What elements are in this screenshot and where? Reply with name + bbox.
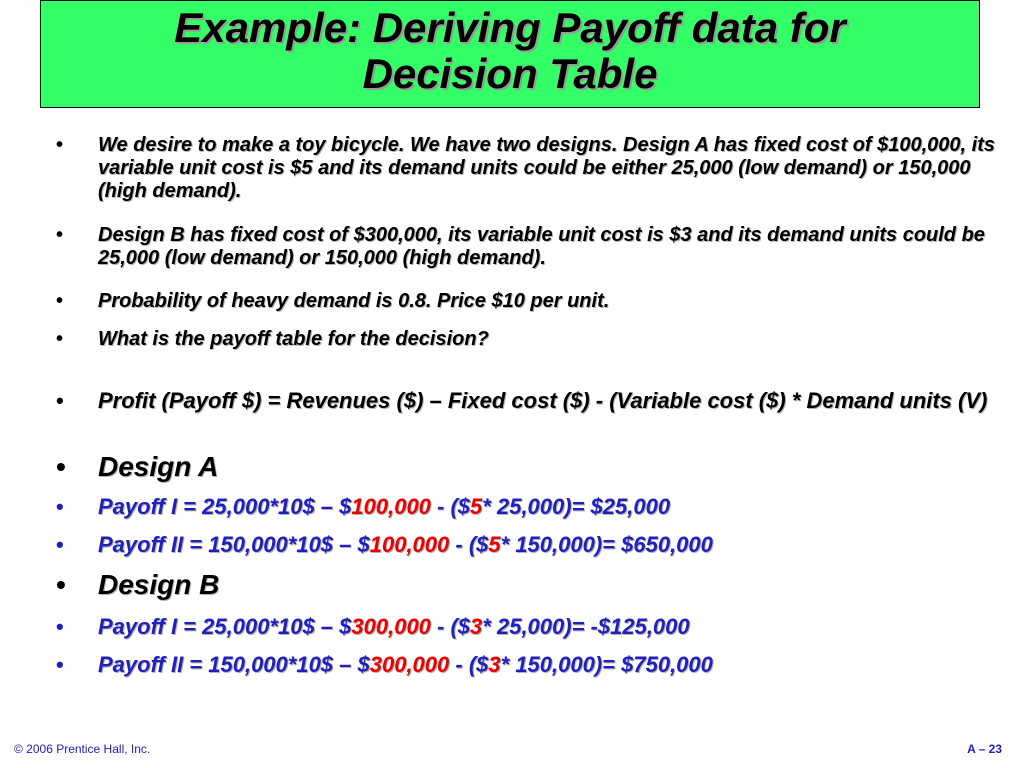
copyright-footer: © 2006 Prentice Hall, Inc.	[14, 742, 151, 756]
payoff-pre: Payoff I = 25,000*10$ – $	[98, 494, 352, 519]
bullet-text: Design A	[98, 451, 219, 482]
page-number: A – 23	[967, 742, 1002, 756]
payoff-post: * 150,000)= $750,000	[500, 652, 713, 677]
title-box	[40, 0, 980, 108]
bullet-text: What is the payoff table for the decision?	[98, 328, 489, 350]
heading-design-b	[56, 570, 996, 600]
payoff-pre: Payoff II = 150,000*10$ – $	[98, 652, 370, 677]
payoff-variable-cost: 5	[470, 494, 483, 519]
bullet-dot: •	[56, 532, 64, 557]
bullet-design-b-description	[56, 224, 996, 270]
bullet-dot: •	[56, 134, 64, 156]
payoff-mid: - ($	[430, 614, 471, 639]
bullet-dot: •	[56, 569, 66, 600]
payoff-b-high	[56, 654, 996, 676]
slide-title	[41, 1, 979, 97]
bullet-dot: •	[56, 224, 64, 246]
payoff-fixed-cost: 100,000	[351, 494, 431, 519]
payoff-text	[98, 496, 996, 518]
bullet-dot: •	[56, 388, 64, 413]
payoff-b-low	[56, 616, 996, 638]
payoff-fixed-cost: 100,000	[369, 532, 450, 557]
payoff-mid: - ($	[430, 494, 471, 519]
bullet-question	[56, 328, 996, 351]
bullet-text: We desire to make a toy bicycle. We have two designs. Design A has fixed cost of $100,000, its variable unit cost is $5 and its demand units could be either 25,000 (low demand) or 150,000 (high demand).	[98, 134, 996, 202]
title-line-1: Example: Deriving Payoff data for	[174, 4, 846, 51]
payoff-fixed-cost: 300,000	[351, 614, 431, 639]
bullet-text: Probability of heavy demand is 0.8. Price $10 per unit.	[98, 290, 610, 312]
payoff-fixed-cost: 300,000	[369, 652, 450, 677]
payoff-text	[98, 534, 996, 556]
bullet-dot: •	[56, 290, 64, 312]
bullet-text: Design B has fixed cost of $300,000, its variable unit cost is $3 and its demand units could be 25,000 (low demand) or 150,000 (high demand).	[98, 224, 985, 269]
bullet-dot: •	[56, 451, 66, 482]
payoff-variable-cost: 5	[488, 532, 501, 557]
bullet-dot: •	[56, 328, 64, 350]
payoff-post: * 25,000)= $25,000	[482, 494, 671, 519]
bullet-dot: •	[56, 614, 64, 639]
payoff-mid: - ($	[449, 652, 489, 677]
bullet-text: Profit (Payoff $) = Revenues ($) – Fixed cost ($) - (Variable cost ($) * Demand units (V)	[98, 388, 988, 413]
payoff-a-low	[56, 496, 996, 518]
payoff-variable-cost: 3	[488, 652, 501, 677]
bullet-probability	[56, 290, 996, 313]
payoff-pre: Payoff II = 150,000*10$ – $	[98, 532, 370, 557]
heading-design-a	[56, 452, 996, 482]
payoff-mid: - ($	[449, 532, 489, 557]
bullet-dot: •	[56, 494, 64, 519]
bullet-text: Design B	[98, 569, 220, 600]
bullet-dot: •	[56, 652, 64, 677]
payoff-text	[98, 616, 996, 638]
payoff-pre: Payoff I = 25,000*10$ – $	[98, 614, 352, 639]
bullet-profit-formula	[56, 390, 996, 412]
payoff-text	[98, 654, 996, 676]
payoff-variable-cost: 3	[470, 614, 483, 639]
payoff-a-high	[56, 534, 996, 556]
bullet-design-a-description	[56, 134, 996, 203]
payoff-post: * 25,000)= -$125,000	[482, 614, 690, 639]
payoff-post: * 150,000)= $650,000	[500, 532, 713, 557]
title-line-2: Decision Table	[362, 50, 658, 97]
